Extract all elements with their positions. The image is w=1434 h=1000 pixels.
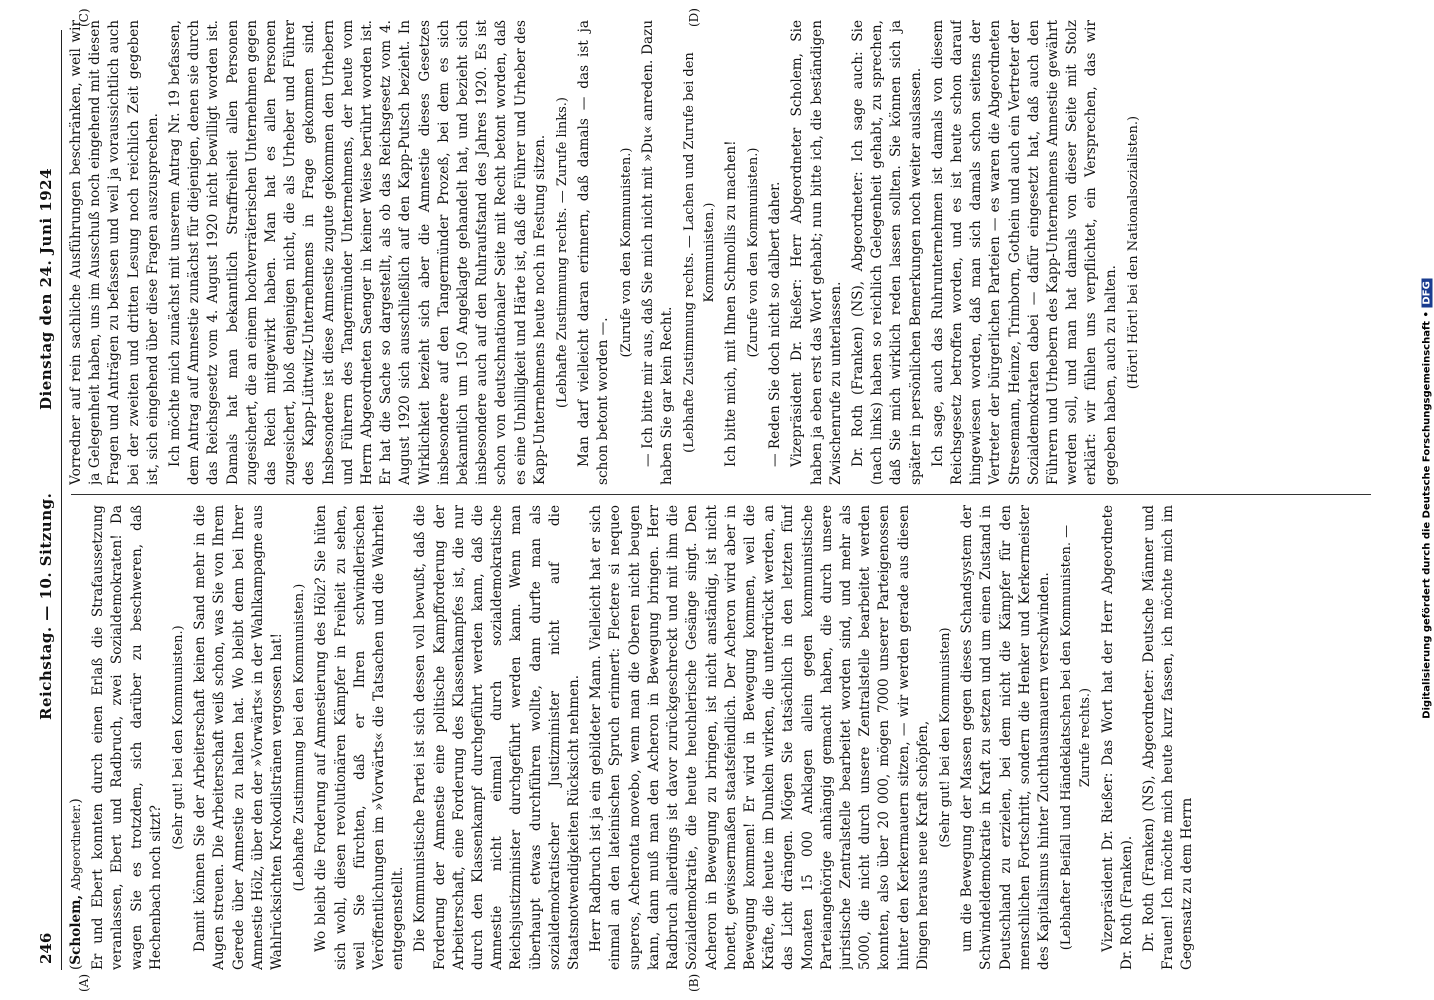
session-title: Reichstag. — 10. Sitzung. [37, 492, 55, 720]
paragraph: Vizepräsident Dr. Rießer: Das Wort hat der Herr Abgeordnete Dr. Roth (Franken). [1099, 505, 1135, 970]
page-number: 246 [37, 932, 55, 964]
paragraph: Ich möchte mich zunächst mit unserem Antrag Nr. 19 befassen, dem Antrag auf Amnestie zunächst für diejenigen, denen sie durch das Reichsgesetz vom 4. August 1920 nicht bewilligt worden ist. Damals hat man bekanntlich Straffreiheit allen Personen zugesichert, die an einem hochverräterischen Unternehmen gegen das Reich mitgewirkt haben. Man hat es allen Personen zugesichert, bloß denjenigen nicht, die als Urheber und Führer des Kapp-Lüttwitz-Unternehmens in Frage gekommen sind. Insbesondere ist diese Amnestie zugute gekommen den Urhebern und Führern des Tangermünder Unternehmens, der heute vom Herrn Abgeordneten Saenger in keiner Weise berührt worden ist. Er hat die Sache so dargestellt, als ob das Reichsgesetz vom 4. August 1920 sich ausschließlich auf den Kapp-Putsch bezieht. In Wirklichkeit bezieht sich aber die Amnestie dieses Gesetzes insbesondere auf den Tangermünder Prozeß, bei dem es sich bekanntlich um 150 Angeklagte gehandelt hat, und bezieht sich insbesondere auch auf den Ruhraufstand des Jahres 1920. Es ist schon von deutschnationaler Seite mit Recht betont worden, daß es eine Unbilligkeit und Härte ist, daß die Führer und Urheber des Kapp-Unternehmens heute noch in Festung sitzen. [167, 20, 548, 485]
session-date: Dienstag den 24. Juni 1924 [37, 167, 55, 410]
header-rule [61, 30, 62, 970]
interjection: (Zurufe von den Kommunisten.) [745, 147, 761, 358]
paragraph: Wo bleibt die Forderung auf Amnestierung des Hölz? Sie hüten sich wohl, diesen revolutionären Kämpfer in Freiheit zu sehen, weil Sie fürchten, daß er Ihren schwindlerischen Veröffentlichungen im »Vorwärts« die Tatsachen und die Wahrheit entgegenstellt. [313, 505, 407, 970]
margin-mark-c: (C) [77, 8, 91, 27]
page-header [37, 30, 61, 970]
paragraph: Vorredner auf rein sachliche Ausführungen beschränken, weil wir ja Gelegenheit haben, uns im Ausschuß noch eingehend mit diesen Fragen und Anträgen zu befassen und weil ja voraussichtlich auch bei der zweiten und dritten Lesung noch reichlich Zeit gegeben ist, sich eingehend über diese Fragen auszusprechen. [68, 20, 161, 485]
speaker-tag: (Scholem, Abgeordneter.) [68, 798, 84, 970]
interjection: (Lebhafte Zustimmung rechts. — Zurufe links.) [555, 97, 571, 408]
paragraph: Herr Radbruch ist ja ein gebildeter Mann. Vielleicht hat er sich einmal an den lateinischen Spruch erinnert: Flectere si nequeo superos, Acheronta movebo, wenn man die Oberen nicht beugen kann, dann muß man den Acheron in Bewegung bringen. Herr Radbruch allerdings ist davor zurückgeschreckt und mit ihm die Sozialdemokratie, die heute heuchlerische Gesänge singt. Den Acheron in Bewegung zu bringen, ist nicht anständig, ist nicht honett, gewissermaßen staatsfeindlich. Der Acheron wird aber in Bewegung kommen! Er wird in Bewegung kommen, weil die Kräfte, die heute im Dunkeln wirken, die unterdrückt werden, an das Licht drängen. Mögen Sie tatsächlich in den letzten fünf Monaten 15 000 Anklagen allein gegen kommunistische Parteiangehörige anhängig gemacht haben, die durch unsere juristische Zentralstelle bearbeitet worden sind, und mehr als 5000, die nicht durch unsere Zentralstelle bearbeitet werden konnten, also über 20 000, mögen 7000 unserer Parteigenossen hinter den Kerkermauern sitzen, — wir werden gerade aus diesen Dingen heraus neue Kraft schöpfen, [588, 505, 931, 970]
credit-text: Digitalisierung gefördert durch die Deutsche Forschungsgemeinschaft • [1421, 311, 1433, 719]
paragraph: Die Kommunistische Partei ist sich dessen voll bewußt, daß die Forderung der Amnestie eine politische Kampfforderung der Arbeiterschaft, eine Forderung des Klassenkampfes ist, die nur durch den Klassenkampf durchgeführt werden kann, daß die Amnestie nicht einmal durch sozialdemokratische Reichsjustizminister durchgeführt werden kann. Wenn man überhaupt etwas durchführen wollte, dann durfte man als sozialdemokratischer Justizminister nicht auf die Staatsnotwendigkeiten Rücksicht nehmen. [412, 505, 583, 970]
interjection: (Zurufe von den Kommunisten.) [618, 147, 634, 358]
paragraph: Ich sage, auch das Ruhrunternehmen ist damals von diesem Reichsgesetz betroffen worden, und es ist heute schon darauf hingewiesen worden, daß man sich damals schon seitens der Vertreter der bürgerlichen Parteien — es waren die Abgeordneten Stresemann, Heinze, Trimborn, Gothein und auch ein Vertreter der Sozialdemokraten dabei — dafür eingesetzt hat, daß auch den Führern und Urhebern des Kapp-Unternehmens Amnestie gewährt werden soll, und man hat damals von dieser Seite mit Stolz erklärt: wir fühlen uns verpflichtet, ein Versprechen, das wir gegeben haben, auch zu halten. [929, 20, 1119, 485]
paragraph: Vizepräsident Dr. Rießer: Herr Abgeordneter Scholem, Sie haben ja eben erst das Wort gehabt; nun bitte ich, die beständigen Zwischenrufe zu unterlassen. [789, 20, 844, 485]
speaker-role: Abgeordneter. [69, 803, 83, 891]
margin-mark-b: (B) [687, 973, 701, 992]
paragraph: Man darf vielleicht daran erinnern, daß damals — das ist ja schon betont worden —. [576, 20, 612, 485]
paragraph: Ich bitte mich, mit Ihnen Schmollis zu machen! [722, 140, 739, 467]
margin-mark-d: (D) [687, 8, 701, 27]
paragraph: Dr. Roth (Franken) (NS), Abgeordneter: Deutsche Männer und Frauen! Ich möchte mich heute kurz fassen, ich möchte mich im Gegensatz zu dem Herrn [1140, 505, 1196, 970]
column-separator [71, 494, 1371, 495]
interjection: (Lebhafte Zustimmung rechts. — Lachen und Zurufe bei den Kommunisten.) [682, 52, 717, 453]
paragraph: Dr. Roth (Franken) (NS), Abgeordneter: Ich sage auch: Sie (nach links) haben so reichlich Gelegenheit gehabt, zu sprechen, daß Sie mich wirklich reden lassen sollten. Sie können sich ja später in persönlichen Bemerkungen noch weiter auslassen. [849, 20, 924, 485]
right-column [67, 20, 1387, 485]
left-column [67, 505, 1387, 970]
interjection: (Sehr gut! bei den Kommunisten.) [171, 625, 187, 850]
paragraph: — Ich bitte mir aus, daß Sie mich nicht mit »Du« anreden. Dazu haben Sie gar kein Recht. [639, 20, 676, 485]
interjection: (Sehr gut! bei den Kommunisten) [937, 627, 953, 848]
paragraph: Damit können Sie der Arbeiterschaft keinen Sand mehr in die Augen streuen. Die Arbeiterschaft weiß schon, was Sie von Ihrem Gerede über Amnestie zu halten hat. Wo bleibt denn bei Ihrer Amnestie Hölz, über den der »Vorwärts« in der Wahlkampagne aus Wahlrücksichten Krokodilstränen vergossen hat! [192, 505, 286, 970]
credit-text-line [1422, 9, 1433, 989]
speaker-name: Scholem, [68, 894, 84, 965]
paragraph: — Reden Sie doch nicht so dalbert daher. [767, 181, 784, 467]
digitization-credit [1421, 10, 1433, 990]
interjection: (Lebhafte Zustimmung bei den Kommunisten.) [292, 583, 308, 892]
interjection: (Hört! Hört! bei den Nationalsozialisten.) [1125, 115, 1141, 390]
paragraph: um die Bewegung der Massen gegen dieses Schandsystem der Schwindeldemokratie in Kraft zu setzen und um einen Zustand in Deutschland zu erzielen, bei dem nicht die Kämpfer für den menschlichen Fortschritt, sondern die Henker und Kerkermeister des Kapitalismus hinter Zuchthausmauern verschwinden. [959, 505, 1052, 970]
rotated-page-content [37, 8, 1397, 992]
paragraph: Er und Ebert konnten durch einen Erlaß die Strafaussetzung veranlassen, Ebert und Radbruch, zwei Sozialdemokraten! Da wagen Sie es trotzdem, sich darüber zu beschweren, daß Hechenbach noch sitzt? [90, 505, 164, 970]
interjection: (Lebhafter Beifall und Händeklatschen bei den Kommunisten. — Zurufe rechts.) [1059, 524, 1094, 951]
margin-mark-a: (A) [77, 973, 91, 992]
dfg-logo: DFG [1422, 278, 1433, 307]
